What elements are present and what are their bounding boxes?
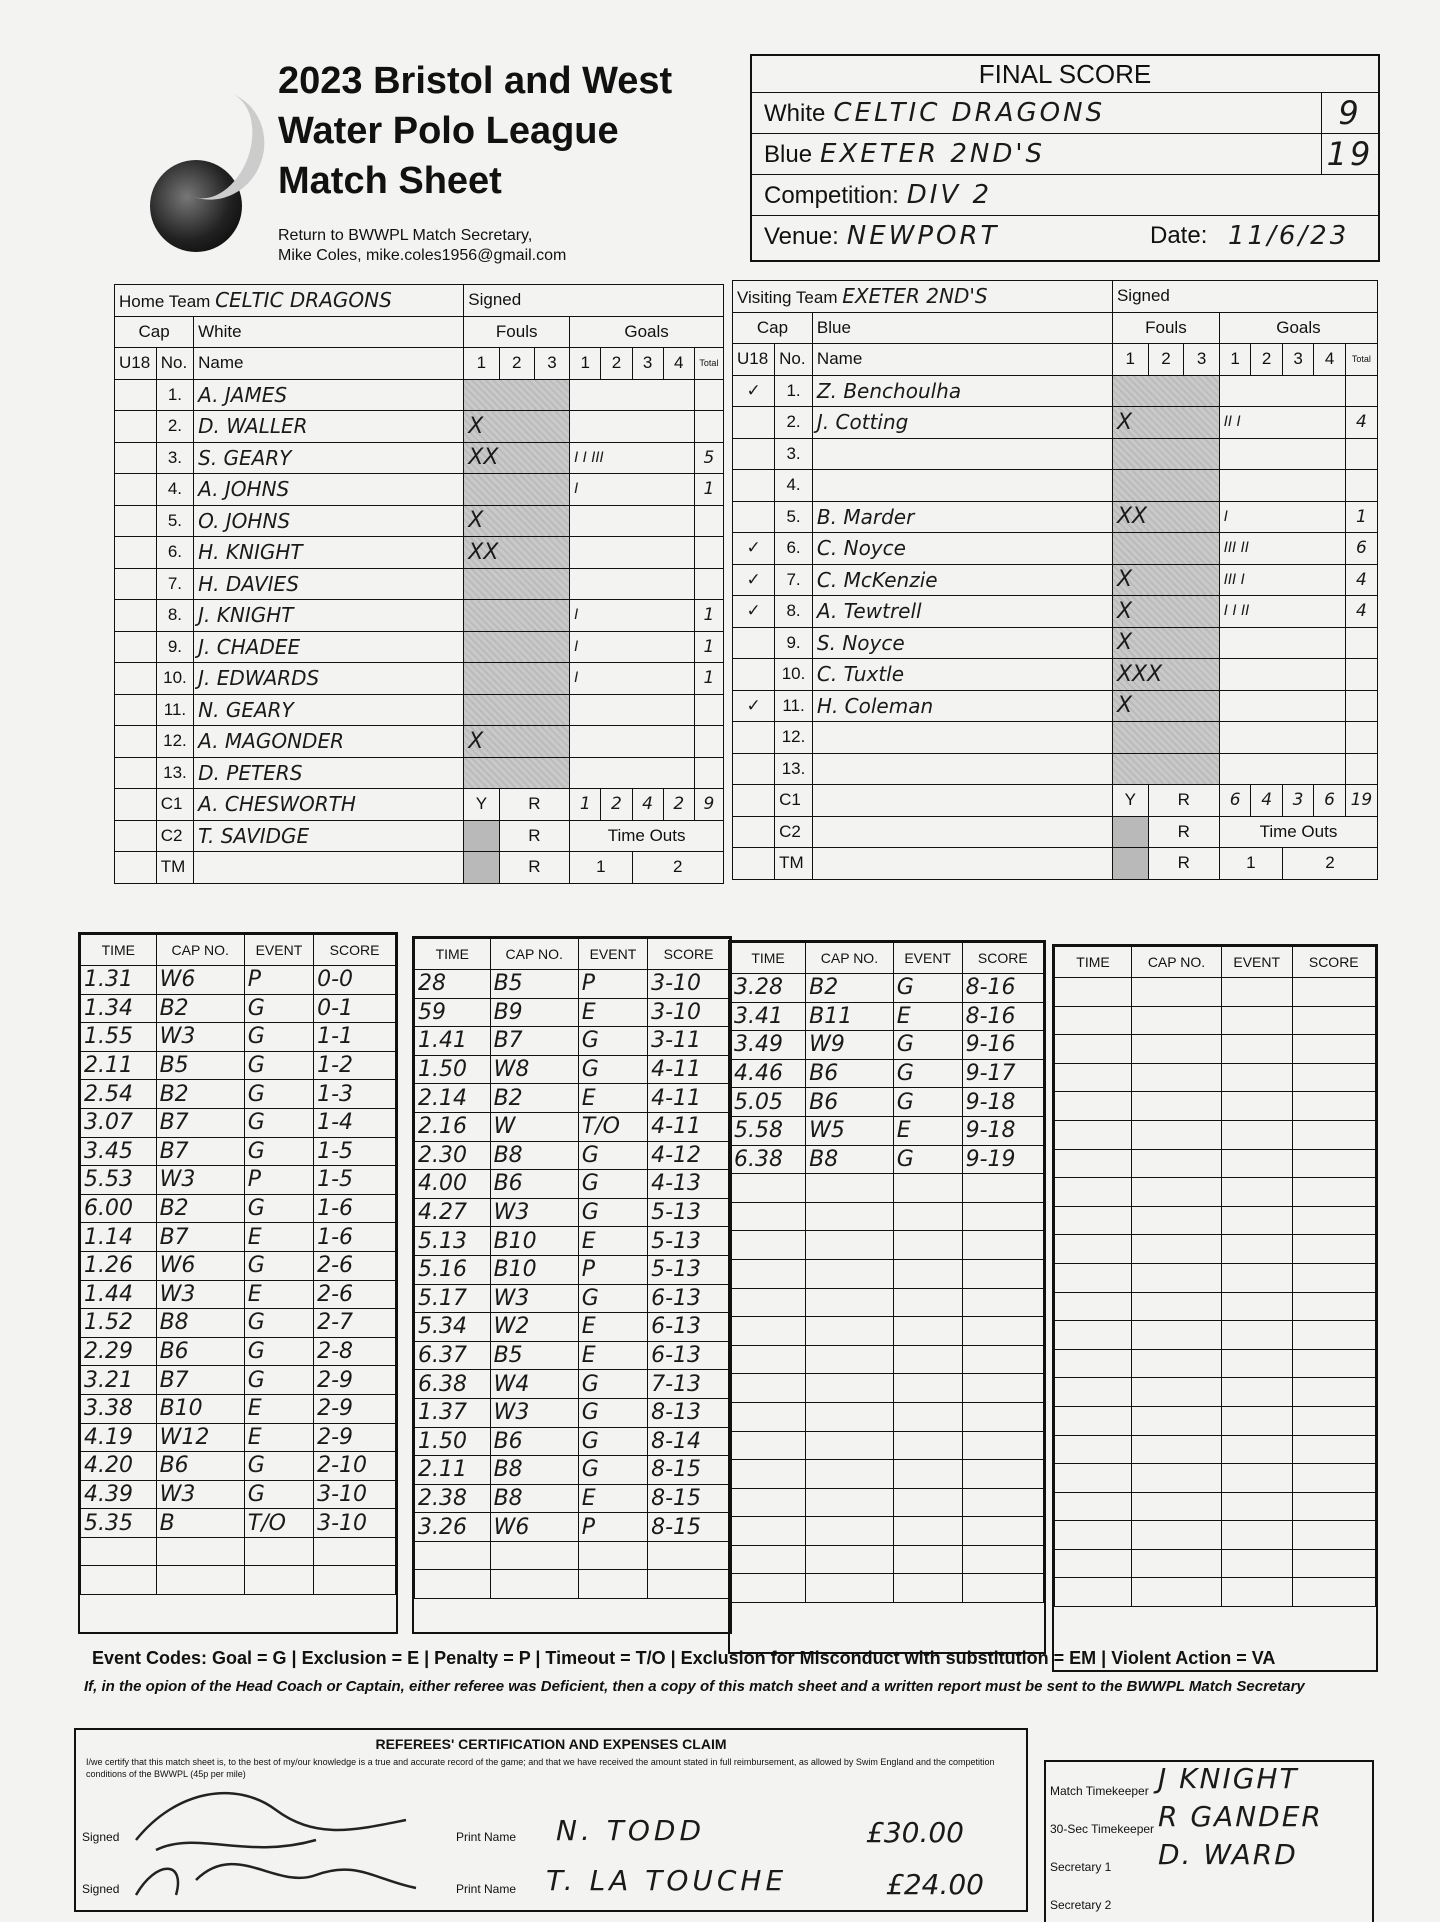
player-row: 5. O. JOHNS X [115,505,724,537]
player-name: H. Coleman [812,690,1112,722]
player-name: J. Cotting [812,407,1112,439]
event-row [1055,1263,1376,1292]
page-title: 2023 Bristol and West Water Polo League Match Sheet [278,60,673,202]
player-fouls [1112,438,1219,470]
player-total [1345,659,1377,691]
player-fouls: XX [464,442,570,474]
player-name: O. JOHNS [194,505,464,537]
event-row [81,1537,396,1566]
player-fouls: X [1112,564,1219,596]
player-total: 4 [1345,407,1377,439]
player-row: 8. J. KNIGHT I 1 [115,600,724,632]
event-row [731,1517,1044,1546]
event-log-4: TIME CAP NO. EVENT SCORE [1052,944,1378,1672]
player-row: 3. S. GEARY XX I I III 5 [115,442,724,474]
blue-score: 19 [1321,134,1378,174]
player-goals [570,537,695,569]
event-row: 2.11 B8 G 8-15 [415,1456,730,1485]
player-row: 10. J. EDWARDS I 1 [115,663,724,695]
blue-team-name: EXETER 2ND'S [820,139,1046,169]
away-team-table: Visiting Team EXETER 2ND'S Signed Cap Blue Fouls Goals U18 No. Name 1 2 3 1 2 3 4 Total ✓ 1. Z. Benchoulha 2. J. Cotting X II I 4 3. 4. 5. B. Marder XX I 1 ✓ 6. C. Noyce III II 6 ✓ 7. C. McKenzie X III I 4 ✓ 8. A. Tewtrell X I I II 4 9. S. Noyce X 10. C. Tuxtle XXX ✓ 11. H. Coleman X 12. 13. C1 Y R 6 4 3 6 19 C2 R Time Outs TM R 1 2 [732,280,1378,880]
event-row [1055,1406,1376,1435]
player-name: S. Noyce [812,627,1112,659]
player-fouls [464,568,570,600]
player-goals: II I [1219,407,1345,439]
player-row: ✓ 11. H. Coleman X [733,690,1378,722]
event-row: 4.20 B6 G 2-10 [81,1452,396,1481]
player-fouls: XXX [1112,659,1219,691]
home-team-name: CELTIC DRAGONS [215,288,392,313]
event-row [1055,1549,1376,1578]
player-row: 11. N. GEARY [115,694,724,726]
event-row: 3.38 B10 E 2-9 [81,1394,396,1423]
player-name: C. Noyce [812,533,1112,565]
player-row: ✓ 8. A. Tewtrell X I I II 4 [733,596,1378,628]
secretary2-row: Secretary 2 [1050,1898,1112,1912]
player-row: 7. H. DAVIES [115,568,724,600]
event-row: 5.13 B10 E 5-13 [415,1227,730,1256]
event-row [1055,1349,1376,1378]
player-name: B. Marder [812,501,1112,533]
event-row [81,1566,396,1595]
event-row: 3.45 B7 G 1-5 [81,1137,396,1166]
player-fouls [464,757,570,789]
player-goals: I I III [570,442,695,474]
player-name: D. PETERS [194,757,464,789]
event-row [731,1460,1044,1489]
event-log-2: TIME CAP NO. EVENT SCORE 28 B5 P 3-10 59 B9 E 3-10 1.41 B7 G 3-11 1.50 W8 G 4-11 2.14 B2 E 4-11 2.16 W T/O 4-11 2.30 B8 G 4-12 4.00 B6 G 4-13 4.27 W3 G 5-13 5.13 B10 E 5-13 5.16 B10 P 5-13 5.17 W3 G 6-13 5.34 W2 E 6-13 6.37 B5 E 6-13 6.38 W4 G 7-13 1.37 W3 G 8-13 1.50 B6 G 8-14 2.11 B8 G 8-15 2.38 B8 E 8-15 3.26 W6 P 8-15 [412,936,732,1634]
event-row [1055,1206,1376,1235]
event-row: 3.28 B2 G 8-16 [731,974,1044,1003]
event-row [731,1231,1044,1260]
player-row: 9. S. Noyce X [733,627,1378,659]
event-row: 1.50 W8 G 4-11 [415,1055,730,1084]
player-row: ✓ 7. C. McKenzie X III I 4 [733,564,1378,596]
event-row [731,1402,1044,1431]
event-row: 1.52 B8 G 2-7 [81,1309,396,1338]
event-row [731,1488,1044,1517]
event-row [1055,1321,1376,1350]
event-row: 1.50 B6 G 8-14 [415,1427,730,1456]
event-row [731,1288,1044,1317]
player-total: 1 [694,600,723,632]
event-row: 1.14 B7 E 1-6 [81,1223,396,1252]
event-row [1055,978,1376,1007]
player-row: 9. J. CHADEE I 1 [115,631,724,663]
event-row [731,1202,1044,1231]
player-row: 5. B. Marder XX I 1 [733,501,1378,533]
white-team-row: White CELTIC DRAGONS 9 [752,93,1378,134]
player-row: 10. C. Tuxtle XXX [733,659,1378,691]
event-log-1: TIME CAP NO. EVENT SCORE 1.31 W6 P 0-0 1.34 B2 G 0-1 1.55 W3 G 1-1 2.11 B5 G 1-2 2.54 B2 G 1-3 3.07 B7 G 1-4 3.45 B7 G 1-5 5.53 W3 P 1-5 6.00 B2 G 1-6 1.14 B7 E 1-6 1.26 W6 G 2-6 1.44 W3 E 2-6 1.52 B8 G 2-7 2.29 B6 G 2-8 3.21 B7 G 2-9 3.38 B10 E 2-9 4.19 W12 E 2-9 4.20 B6 G 2-10 4.39 W3 G 3-10 5.35 B T/O 3-10 [78,932,398,1634]
player-name [812,438,1112,470]
event-row [1055,1178,1376,1207]
player-total [1345,438,1377,470]
event-row: 5.53 W3 P 1-5 [81,1166,396,1195]
player-total [1345,627,1377,659]
event-row: 6.37 B5 E 6-13 [415,1341,730,1370]
player-fouls: XX [1112,501,1219,533]
event-row: 2.54 B2 G 1-3 [81,1080,396,1109]
event-row [731,1431,1044,1460]
event-codes: Event Codes: Goal = G | Exclusion = E | Penalty = P | Timeout = T/O | Exclusion for Misconduct with substitution = EM | Violent Action = VA [92,1648,1276,1668]
player-goals [1219,627,1345,659]
event-row: 5.16 B10 P 5-13 [415,1255,730,1284]
event-row: 1.26 W6 G 2-6 [81,1251,396,1280]
player-row: 13. D. PETERS [115,757,724,789]
blue-team-row: Blue EXETER 2ND'S 19 [752,134,1378,175]
player-name [812,753,1112,785]
player-goals [1219,375,1345,407]
event-row: 5.05 B6 G 9-18 [731,1088,1044,1117]
event-row: 3.07 B7 G 1-4 [81,1108,396,1137]
event-row [1055,1578,1376,1607]
player-goals: I [570,663,695,695]
venue-row: Venue: NEWPORT Date: 11/6/23 [764,221,1350,251]
player-row: 2. J. Cotting X II I 4 [733,407,1378,439]
player-name: N. GEARY [194,694,464,726]
player-total: 1 [694,474,723,506]
event-row: 1.41 B7 G 3-11 [415,1027,730,1056]
event-row: 6.38 B8 G 9-19 [731,1145,1044,1174]
player-row: 2. D. WALLER X [115,411,724,443]
event-row: 5.58 W5 E 9-18 [731,1116,1044,1145]
player-fouls: X [1112,596,1219,628]
player-fouls: X [464,505,570,537]
player-row: 4. [733,470,1378,502]
deficiency-note: If, in the opion of the Head Coach or Captain, either referee was Deficient, then a copy of this match sheet and a written report must be sent to the BWWPL Match Secretary [84,1678,1305,1695]
referee-2-amount: £24.00 [886,1868,984,1901]
event-row [1055,1464,1376,1493]
player-total [1345,470,1377,502]
player-total [694,694,723,726]
event-row: 1.37 W3 G 8-13 [415,1398,730,1427]
player-total: 4 [1345,596,1377,628]
player-goals: III II [1219,533,1345,565]
event-row [1055,1235,1376,1264]
event-row [1055,1521,1376,1550]
player-fouls [1112,470,1219,502]
player-name [812,470,1112,502]
event-row [731,1317,1044,1346]
player-fouls: X [464,726,570,758]
player-row: 3. [733,438,1378,470]
event-row [731,1574,1044,1603]
player-fouls [464,694,570,726]
player-name: C. McKenzie [812,564,1112,596]
player-total [1345,753,1377,785]
event-row: 5.34 W2 E 6-13 [415,1313,730,1342]
player-total [694,537,723,569]
event-row: 2.29 B6 G 2-8 [81,1337,396,1366]
player-goals [570,726,695,758]
competition-row: Competition: DIV 2 [752,175,1378,216]
event-row: 6.00 B2 G 1-6 [81,1194,396,1223]
player-fouls [464,663,570,695]
event-row: 1.55 W3 G 1-1 [81,1023,396,1052]
player-row: 1. A. JAMES [115,379,724,411]
event-row [1055,1435,1376,1464]
event-row [731,1545,1044,1574]
player-total [694,505,723,537]
player-goals [570,694,695,726]
player-total: 1 [694,631,723,663]
player-goals: I [570,474,695,506]
event-row: 4.27 W3 G 5-13 [415,1198,730,1227]
player-goals [1219,470,1345,502]
event-row: 2.11 B5 G 1-2 [81,1051,396,1080]
player-name: J. KNIGHT [194,600,464,632]
player-goals [1219,659,1345,691]
player-fouls: X [464,411,570,443]
player-fouls [1112,722,1219,754]
event-row [1055,1063,1376,1092]
player-name: A. JOHNS [194,474,464,506]
event-row: 5.35 B T/O 3-10 [81,1509,396,1538]
player-goals [570,411,695,443]
player-row: ✓ 6. C. Noyce III II 6 [733,533,1378,565]
referee-2-name: T. LA TOUCHE [546,1864,788,1897]
final-score-box [750,54,1380,262]
player-fouls: X [1112,407,1219,439]
player-goals: I I II [1219,596,1345,628]
referee-certification: REFEREES' CERTIFICATION AND EXPENSES CLAIM I/we certify that this match sheet is, to the best of my/our knowledge is a true and accurate record of the game; and that we have received the amount stated in full reimbursement, as allowed by Swim England and the competition conditions of the BWWPL (45p per mile) Signed Print Name N. TODD £30.00 Signed Print Name T. LA TOUCHE £24.00 [74,1728,1028,1912]
event-row: 1.44 W3 E 2-6 [81,1280,396,1309]
player-name: D. WALLER [194,411,464,443]
event-row [415,1570,730,1599]
sec30-row: 30-Sec Timekeeper R GANDER [1050,1800,1323,1836]
event-row: 4.46 B6 G 9-17 [731,1059,1044,1088]
event-row [1055,1149,1376,1178]
final-score-heading: FINAL SCORE [752,56,1378,93]
player-total [1345,690,1377,722]
referee-1-name: N. TODD [556,1814,706,1847]
player-row: 6. H. KNIGHT XX [115,537,724,569]
referee-heading: REFEREES' CERTIFICATION AND EXPENSES CLAIM [375,1736,727,1752]
player-total: 4 [1345,564,1377,596]
player-goals [570,568,695,600]
away-team-name: EXETER 2ND'S [842,284,988,309]
officials-box [1044,1760,1374,1922]
player-total [694,379,723,411]
player-total [694,726,723,758]
player-name [812,722,1112,754]
event-row: 3.41 B11 E 8-16 [731,1002,1044,1031]
certification-text: I/we certify that this match sheet is, to the best of my/our knowledge is a true and accurate record of the game; and that we have received the amount stated in full reimbursement, as allowed by Swim England and the competition conditions of the BWWPL (45p per mile) [86,1757,995,1779]
event-row [731,1259,1044,1288]
player-total: 5 [694,442,723,474]
event-row: 4.00 B6 G 4-13 [415,1170,730,1199]
player-total [1345,722,1377,754]
player-name: C. Tuxtle [812,659,1112,691]
player-row: 12. A. MAGONDER X [115,726,724,758]
league-logo-icon [150,160,242,252]
event-row: 2.16 W T/O 4-11 [415,1112,730,1141]
player-fouls [464,474,570,506]
event-row: 1.31 W6 P 0-0 [81,966,396,995]
player-fouls [1112,375,1219,407]
player-name: J. EDWARDS [194,663,464,695]
event-row: 5.17 W3 G 6-13 [415,1284,730,1313]
player-name: H. KNIGHT [194,537,464,569]
event-row [1055,1492,1376,1521]
event-row: 4.19 W12 E 2-9 [81,1423,396,1452]
player-fouls [1112,753,1219,785]
player-row: 12. [733,722,1378,754]
event-row: 3.49 W9 G 9-16 [731,1031,1044,1060]
event-row [1055,1035,1376,1064]
player-goals [570,757,695,789]
home-team-table: Home Team CELTIC DRAGONS Signed Cap White Fouls Goals U18 No. Name 1 2 3 1 2 3 4 Total 1. A. JAMES 2. D. WALLER X 3. S. GEARY XX I I III 5 4. A. JOHNS I 1 5. O. JOHNS X 6. H. KNIGHT XX 7. H. DAVIES 8. J. KNIGHT I 1 9. J. CHADEE I 1 10. J. EDWARDS I 1 11. N. GEARY 12. A. MAGONDER X 13. D. PETERS C1 A. CHESWORTH Y R 1 2 4 2 9 C2 T. SAVIDGE R Time Outs TM R 1 2 [114,284,724,884]
event-row: 3.26 W6 P 8-15 [415,1513,730,1542]
home-total-goals: 9 [694,789,723,821]
player-name: A. Tewtrell [812,596,1112,628]
event-row [731,1345,1044,1374]
event-row [415,1541,730,1570]
white-score: 9 [1321,93,1378,133]
player-name: J. CHADEE [194,631,464,663]
player-row: 4. A. JOHNS I 1 [115,474,724,506]
player-total [694,568,723,600]
player-total [694,411,723,443]
player-fouls [1112,533,1219,565]
player-row: ✓ 1. Z. Benchoulha [733,375,1378,407]
player-goals: I [570,631,695,663]
event-row [731,1374,1044,1403]
event-row: 3.21 B7 G 2-9 [81,1366,396,1395]
event-row: 6.38 W4 G 7-13 [415,1370,730,1399]
event-row [1055,1292,1376,1321]
player-fouls: XX [464,537,570,569]
event-row: 28 B5 P 3-10 [415,970,730,999]
player-total: 1 [694,663,723,695]
player-name: A. MAGONDER [194,726,464,758]
event-row [731,1174,1044,1203]
player-name: S. GEARY [194,442,464,474]
player-fouls [464,600,570,632]
player-name: A. JAMES [194,379,464,411]
player-goals: I [1219,501,1345,533]
player-row: 13. [733,753,1378,785]
player-goals [570,379,695,411]
player-total [1345,375,1377,407]
player-goals: I [570,600,695,632]
timekeeper-row: Match Timekeeper J KNIGHT [1050,1762,1299,1798]
player-fouls: X [1112,690,1219,722]
player-total [694,757,723,789]
player-goals [1219,722,1345,754]
event-row [1055,1092,1376,1121]
event-row: 4.39 W3 G 3-10 [81,1480,396,1509]
return-instructions: Return to BWWPL Match Secretary, Mike Coles, mike.coles1956@gmail.com [278,227,567,264]
player-goals [1219,753,1345,785]
player-fouls [464,379,570,411]
event-row [1055,1120,1376,1149]
event-row: 1.34 B2 G 0-1 [81,994,396,1023]
player-total: 1 [1345,501,1377,533]
referee-1-amount: £30.00 [866,1816,964,1849]
white-team-name: CELTIC DRAGONS [833,98,1106,128]
referee-signature-icon [116,1770,456,1900]
player-fouls: X [1112,627,1219,659]
player-goals: III I [1219,564,1345,596]
secretary1-row: Secretary 1 D. WARD [1050,1838,1298,1874]
player-goals [1219,690,1345,722]
event-row: 2.38 B8 E 8-15 [415,1484,730,1513]
event-row [1055,1378,1376,1407]
event-row: 2.14 B2 E 4-11 [415,1084,730,1113]
player-goals [570,505,695,537]
event-row: 59 B9 E 3-10 [415,998,730,1027]
player-name: Z. Benchoulha [812,375,1112,407]
event-log-3: TIME CAP NO. EVENT SCORE 3.28 B2 G 8-16 3.41 B11 E 8-16 3.49 W9 G 9-16 4.46 B6 G 9-17 5.05 B6 G 9-18 5.58 W5 E 9-18 6.38 B8 G 9-19 [728,940,1046,1654]
event-row: 2.30 B8 G 4-12 [415,1141,730,1170]
away-total-goals: 19 [1345,785,1377,817]
player-name: H. DAVIES [194,568,464,600]
event-row [1055,1006,1376,1035]
player-fouls [464,631,570,663]
player-total: 6 [1345,533,1377,565]
player-goals [1219,438,1345,470]
